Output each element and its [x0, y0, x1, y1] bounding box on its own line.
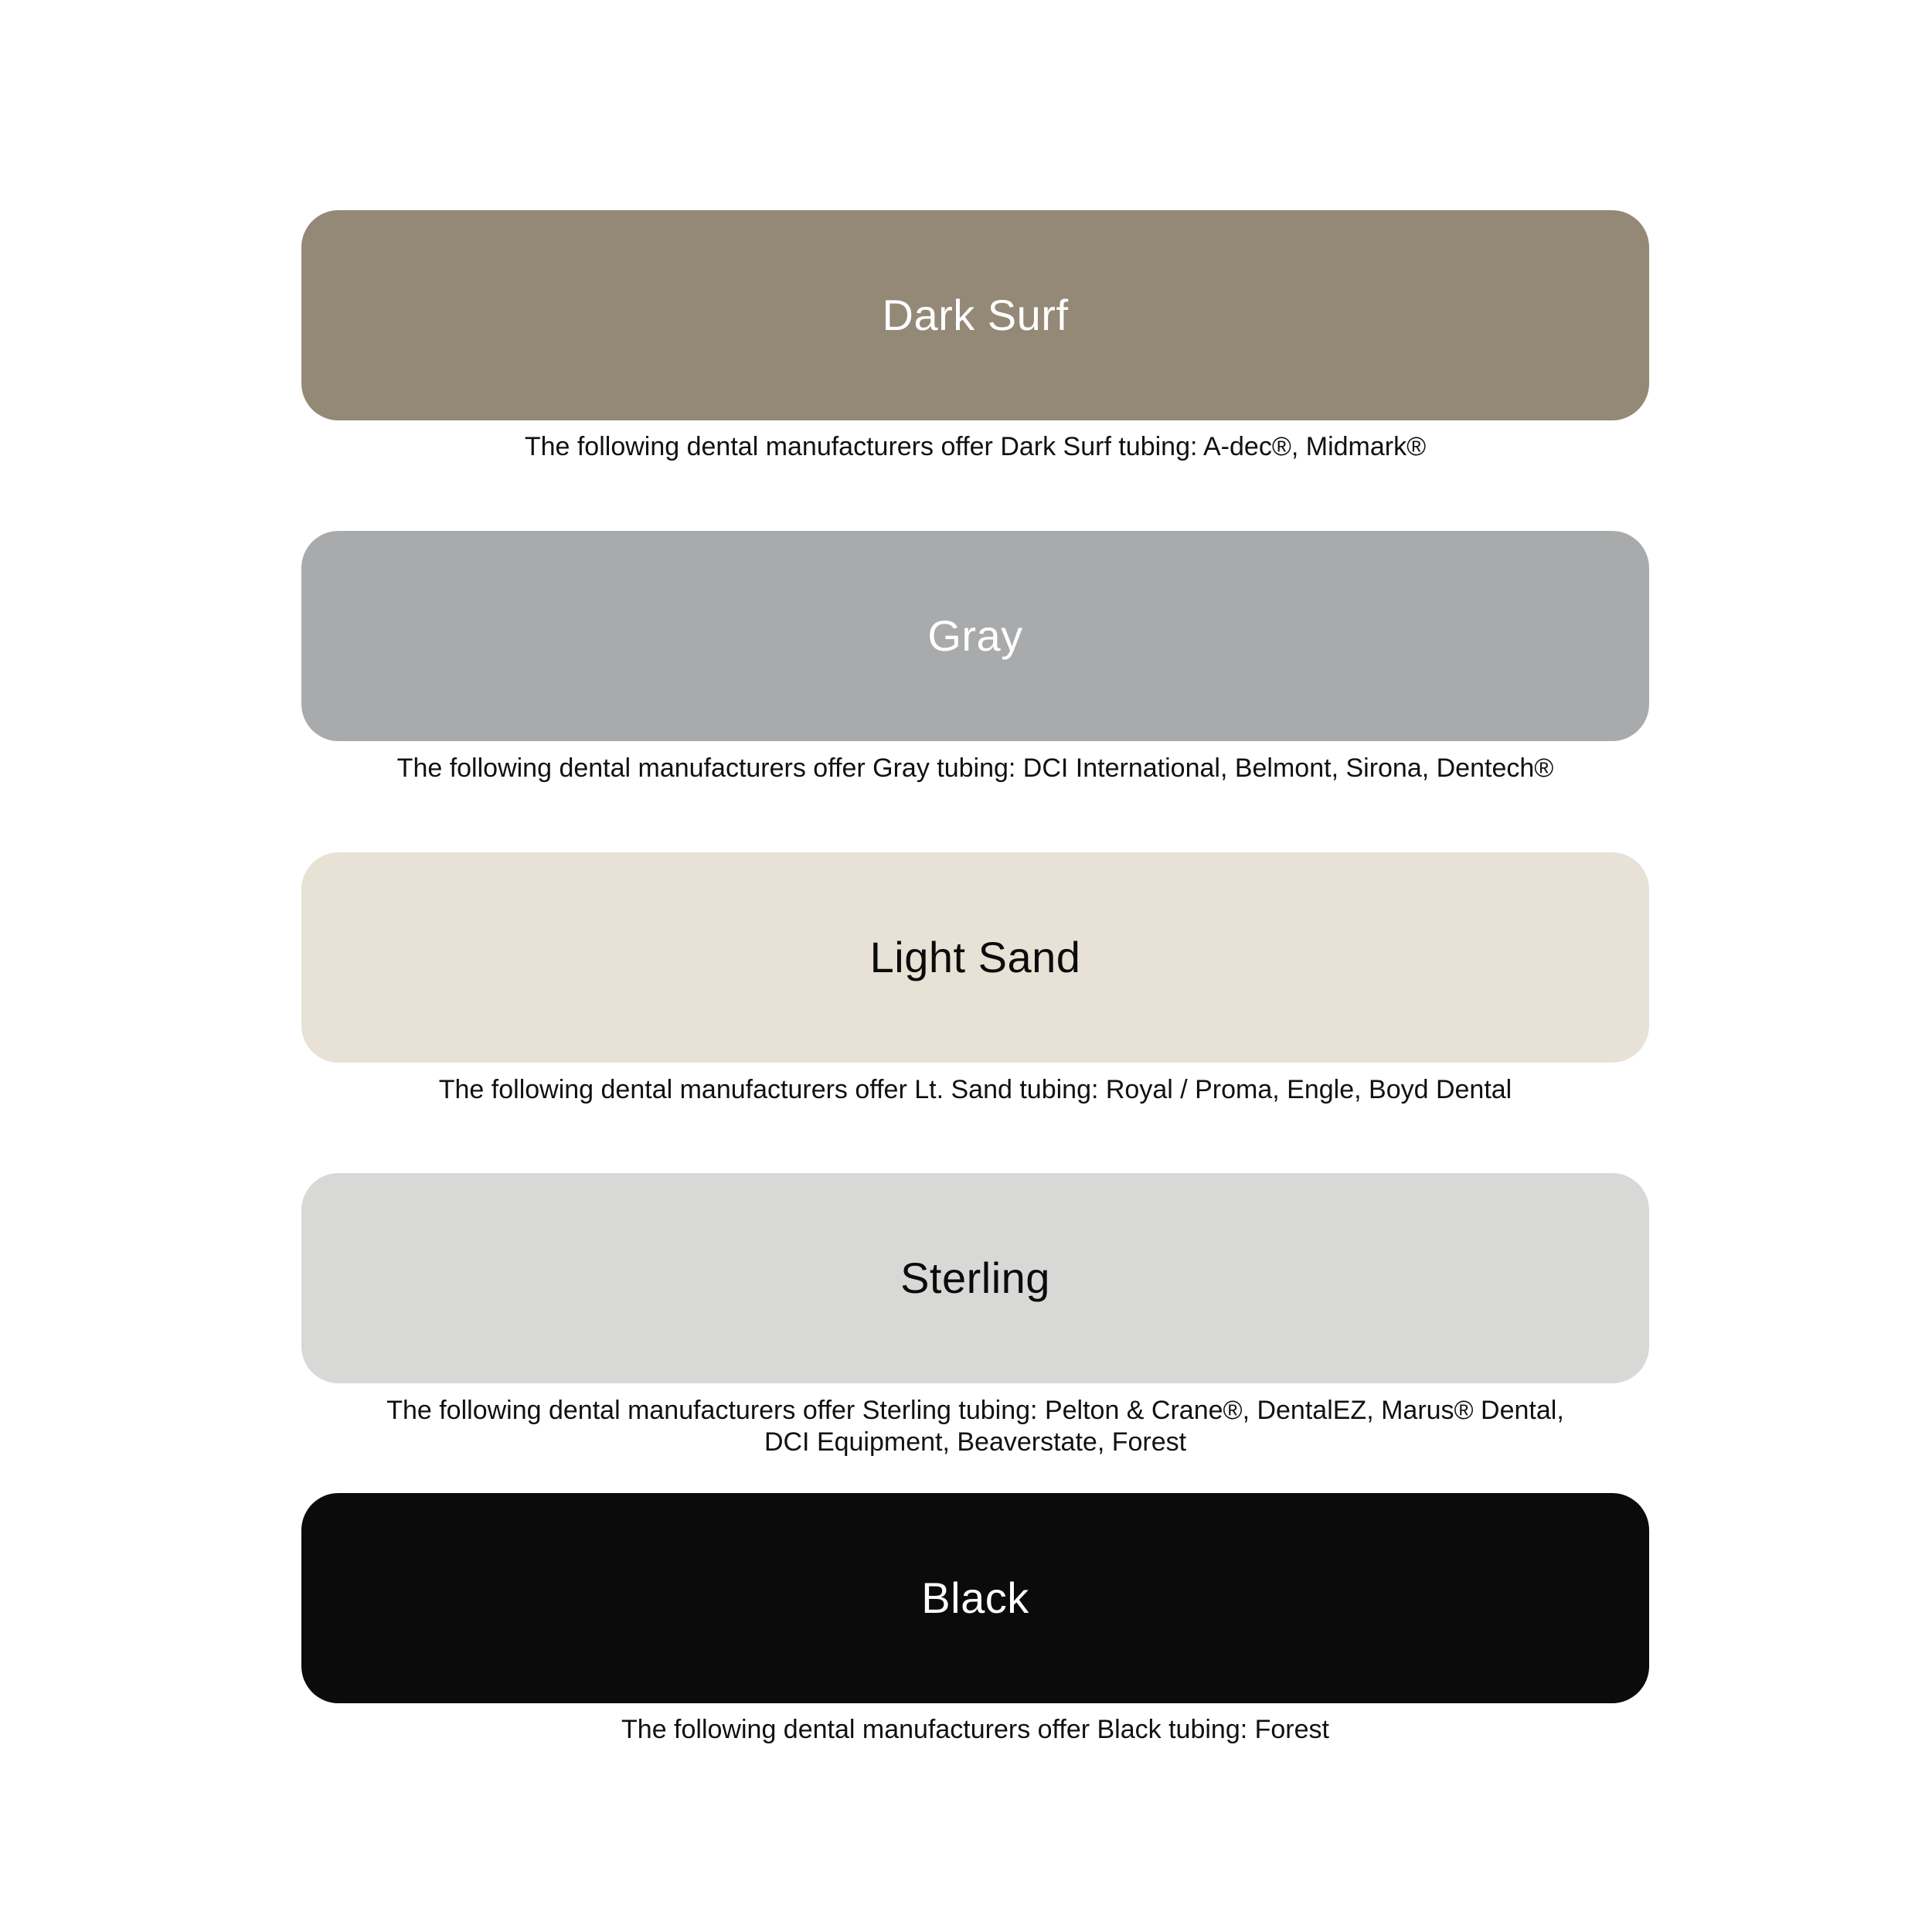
swatch-name: Light Sand — [869, 933, 1081, 981]
swatch-sterling — [301, 1173, 1649, 1383]
caption-line: The following dental manufacturers offer Sterling tubing: Pelton & Crane®, DentalEZ, Marus® Dental, — [386, 1396, 1564, 1425]
swatch-black — [301, 1493, 1649, 1703]
swatch-gray — [301, 531, 1649, 741]
caption-line: The following dental manufacturers offer Lt. Sand tubing: Royal / Proma, Engle, Boyd Dental — [438, 1075, 1512, 1104]
swatch-name: Black — [921, 1573, 1029, 1622]
swatch-caption — [301, 1074, 1649, 1106]
swatch-name: Dark Surf — [882, 291, 1069, 339]
caption-line: The following dental manufacturers offer Gray tubing: DCI International, Belmont, Sirona, Dentech® — [396, 753, 1554, 783]
swatch-dark-surf — [301, 210, 1649, 420]
swatch-caption — [301, 1395, 1649, 1458]
swatch-name: Sterling — [900, 1253, 1050, 1302]
caption-line: The following dental manufacturers offer Dark Surf tubing: A-dec®, Midmark® — [524, 432, 1427, 461]
swatch-name: Gray — [927, 611, 1023, 660]
swatch-caption — [301, 1714, 1649, 1746]
caption-line: The following dental manufacturers offer Black tubing: Forest — [621, 1715, 1329, 1744]
swatch-caption — [301, 431, 1649, 463]
swatch-caption — [301, 753, 1649, 784]
swatch-light-sand — [301, 852, 1649, 1063]
caption-line: DCI Equipment, Beaverstate, Forest — [764, 1427, 1187, 1457]
